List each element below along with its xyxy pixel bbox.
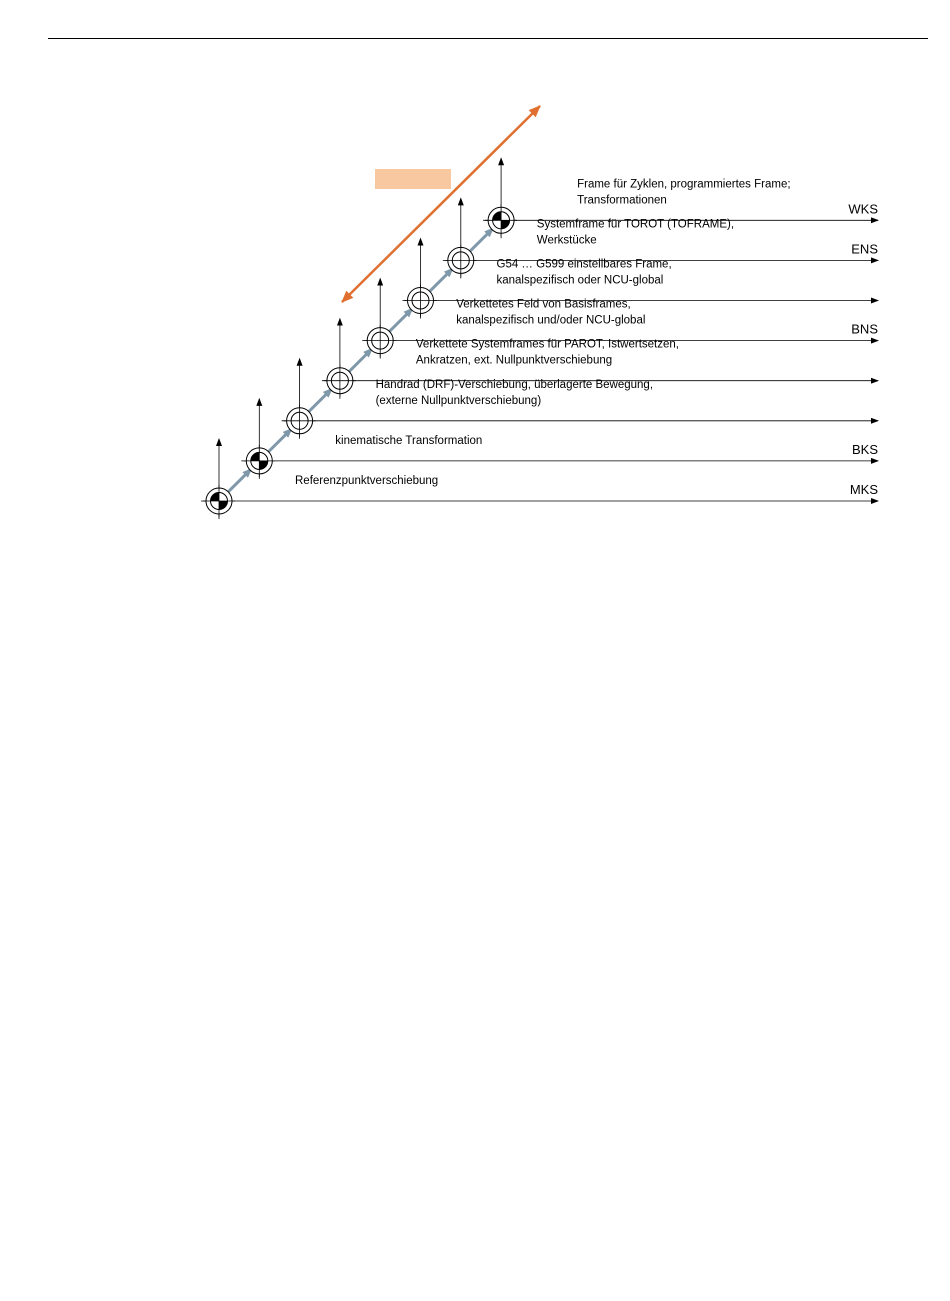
chain-arrow [266,429,291,454]
highlight-box [375,169,451,189]
frame-label-einstellbar-line-1: G54 … G599 einstellbares Frame, [496,258,672,271]
frame-label-toframe-line-1: Systemframe für TOROT (TOFRAME), [536,218,735,231]
chain-arrow [468,228,493,253]
frame-label-basisframes-line-1: Verkettetes Feld von Basisframes, [456,298,631,311]
chain-arrow [347,348,372,373]
span-arrow [342,106,540,302]
chain-arrow [387,308,412,333]
frame-label-kinematik-line-1: kinematische Transformation [335,434,483,447]
frame-label-handrad-line-2: (externe Nullpunktverschiebung) [375,394,542,407]
frame-label-toframe-line-2: Werkstücke [536,234,597,247]
frame-label-zyklen-line-2: Transformationen [577,194,667,207]
frame-label-zyklen-line-1: Frame für Zyklen, programmiertes Frame; [577,178,791,191]
chain-arrow [428,268,453,293]
system-label-mks: MKS [849,482,878,497]
frame-label-systemframes-line-1: Verkettete Systemframes für PAROT, Istwertsetzen, [415,338,680,351]
system-label-bns: BNS [851,321,878,337]
system-label-wks: WKS [848,201,878,217]
system-label-bks: BKS [851,441,878,457]
system-label-ens: ENS [851,241,878,257]
frame-label-handrad-line-1: Handrad (DRF)-Verschiebung, überlagerte Bewegung, [375,378,654,391]
chain-arrow [307,388,332,413]
chain-arrow [226,469,251,494]
frame-label-systemframes-line-2: Ankratzen, ext. Nullpunktverschiebung [415,354,613,367]
frame-label-basisframes-line-2: kanalspezifisch und/oder NCU-global [456,314,646,327]
frame-label-einstellbar-line-2: kanalspezifisch oder NCU-global [496,274,664,287]
frame-label-referenzpunkt-line-1: Referenzpunktverschiebung [295,475,439,487]
